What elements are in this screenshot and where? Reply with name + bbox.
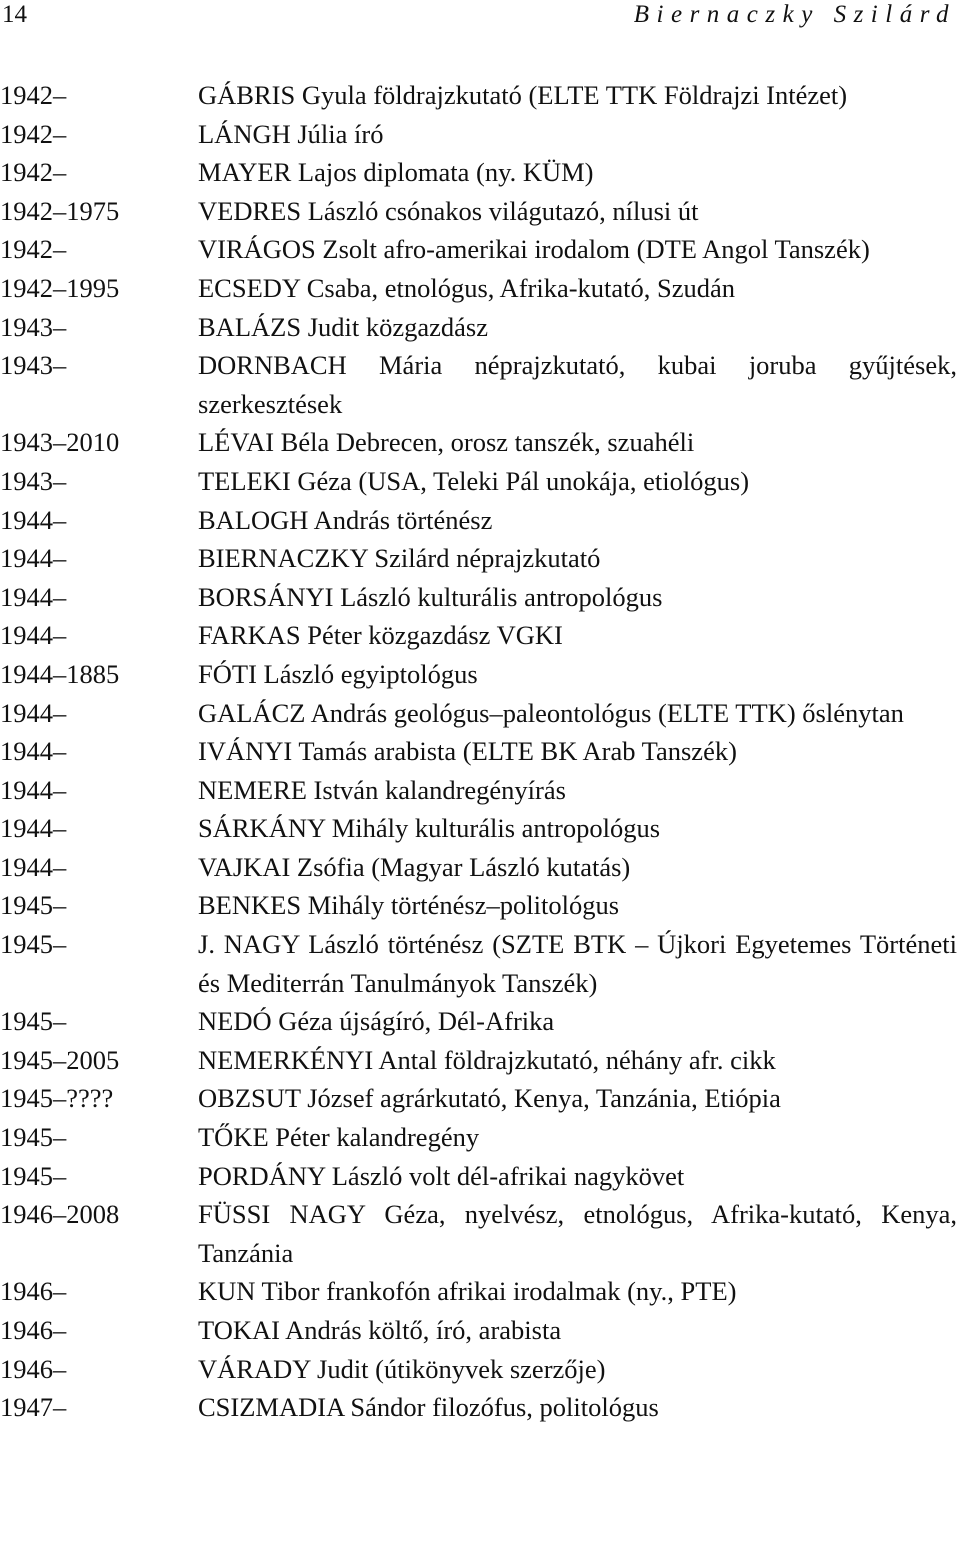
- entry-years: 1942–1975: [0, 195, 120, 226]
- entry-description: VEDRES László csónakos világutazó, nílusi út: [198, 195, 699, 226]
- list-item: [0, 1195, 960, 1272]
- list-item: [0, 269, 960, 308]
- entry-description: TELEKI Géza (USA, Teleki Pál unokája, etiológus): [198, 465, 750, 496]
- entry-years: 1942–: [0, 118, 67, 149]
- entry-description: MAYER Lajos diplomata (ny. KÜM): [198, 157, 594, 188]
- list-item: [0, 501, 960, 540]
- entry-years: 1942–1995: [0, 272, 120, 303]
- entry-years: 1943–: [0, 311, 67, 342]
- entry-years: 1942–: [0, 234, 67, 265]
- entry-years: 1945–2005: [0, 1044, 120, 1075]
- entry-description: PORDÁNY László volt dél-afrikai nagykövet: [198, 1160, 685, 1191]
- entry-description: BALÁZS Judit közgazdász: [198, 311, 488, 342]
- running-title: Biernaczky Szilárd: [633, 1, 956, 28]
- entry-description: BORSÁNYI László kulturális antropológus: [198, 581, 663, 612]
- list-item: [0, 771, 960, 810]
- list-item: [0, 423, 960, 462]
- entry-description: FARKAS Péter közgazdász VGKI: [198, 620, 563, 651]
- list-item: [0, 76, 960, 115]
- entry-years: 1943–: [0, 465, 67, 496]
- entry-years: 1945–: [0, 1122, 67, 1153]
- entry-years: 1944–: [0, 813, 67, 844]
- entry-description: BENKES Mihály történész–politológus: [198, 890, 620, 921]
- entry-years: 1945–: [0, 1006, 67, 1037]
- list-item: [0, 1388, 960, 1427]
- entry-description: ECSEDY Csaba, etnológus, Afrika-kutató, Szudán: [198, 272, 736, 303]
- entry-description: J. NAGY László történész (SZTE BTK – Újkori Egyetemes Történeti és Mediterrán Tanulmányok Tanszék): [198, 929, 957, 998]
- list-item: [0, 346, 960, 423]
- entry-years: 1946–2008: [0, 1199, 120, 1230]
- list-item: [0, 115, 960, 154]
- entry-description: FÜSSI NAGY Géza, nyelvész, etnológus, Afrika-kutató, Kenya, Tanzánia: [198, 1199, 957, 1268]
- list-item: [0, 809, 960, 848]
- entry-description: VIRÁGOS Zsolt afro-amerikai irodalom (DTE Angol Tanszék): [198, 234, 870, 265]
- entry-description: BALOGH András történész: [198, 504, 493, 535]
- entry-description: LÉVAI Béla Debrecen, orosz tanszék, szuahéli: [198, 427, 695, 458]
- entry-years: 1945–: [0, 890, 67, 921]
- page-number: 14: [2, 1, 27, 28]
- entry-description: OBZSUT József agrárkutató, Kenya, Tanzánia, Etiópia: [198, 1083, 781, 1114]
- entry-description: GALÁCZ András geológus–paleontológus (ELTE TTK) őslénytan: [198, 697, 904, 728]
- list-item: [0, 1079, 960, 1118]
- entry-years: 1944–: [0, 697, 67, 728]
- entry-years: 1942–: [0, 157, 67, 188]
- list-item: [0, 539, 960, 578]
- entry-description: IVÁNYI Tamás arabista (ELTE BK Arab Tanszék): [198, 736, 737, 767]
- entry-description: LÁNGH Júlia író: [198, 118, 384, 149]
- entry-description: SÁRKÁNY Mihály kulturális antropológus: [198, 813, 661, 844]
- entry-description: CSIZMADIA Sándor filozófus, politológus: [198, 1392, 659, 1423]
- entry-description: TŐKE Péter kalandregény: [198, 1122, 480, 1153]
- entry-description: BIERNACZKY Szilárd néprajzkutató: [198, 543, 601, 574]
- list-item: [0, 192, 960, 231]
- entry-years: 1944–1885: [0, 658, 120, 689]
- entry-years: 1947–: [0, 1392, 67, 1423]
- entry-description: DORNBACH Mária néprajzkutató, kubai joruba gyűjtések, szerkesztések: [198, 350, 957, 419]
- list-item: [0, 308, 960, 347]
- entry-years: 1944–: [0, 774, 67, 805]
- entry-years: 1945–????: [0, 1083, 114, 1114]
- list-item: [0, 616, 960, 655]
- list-item: [0, 230, 960, 269]
- entry-years: 1944–: [0, 851, 67, 882]
- entry-years: 1943–: [0, 350, 67, 381]
- entry-years: 1942–: [0, 80, 67, 110]
- list-item: [0, 694, 960, 733]
- list-item: [0, 462, 960, 501]
- list-item: [0, 886, 960, 925]
- list-item: [0, 1311, 960, 1350]
- list-item: [0, 925, 960, 1002]
- list-item: [0, 1272, 960, 1311]
- entry-description: NEMERKÉNYI Antal földrajzkutató, néhány afr. cikk: [198, 1044, 776, 1075]
- entry-years: 1945–: [0, 1160, 67, 1191]
- entry-description: NEDÓ Géza újságíró, Dél-Afrika: [198, 1006, 555, 1037]
- entry-years: 1944–: [0, 543, 67, 574]
- list-item: [0, 848, 960, 887]
- entry-years: 1944–: [0, 504, 67, 535]
- list-item: [0, 153, 960, 192]
- entry-years: 1946–: [0, 1276, 67, 1307]
- page-header: [0, 0, 960, 36]
- entry-years: 1946–: [0, 1315, 67, 1345]
- list-item: [0, 578, 960, 617]
- list-item: [0, 655, 960, 694]
- entry-years: 1944–: [0, 620, 67, 651]
- entry-years: 1946–: [0, 1353, 67, 1384]
- entry-description: NEMERE István kalandregényírás: [198, 774, 566, 805]
- list-item: [0, 1002, 960, 1041]
- list-item: [0, 1118, 960, 1157]
- entry-description: FÓTI László egyiptológus: [198, 658, 478, 689]
- entry-description: KUN Tibor frankofón afrikai irodalmak (ny., PTE): [198, 1276, 737, 1307]
- entry-years: 1943–2010: [0, 427, 120, 458]
- entry-description: VAJKAI Zsófia (Magyar László kutatás): [198, 851, 631, 882]
- entry-list: [0, 76, 960, 1427]
- entry-years: 1945–: [0, 929, 67, 960]
- entry-description: GÁBRIS Gyula földrajzkutató (ELTE TTK Földrajzi Intézet): [198, 80, 848, 110]
- list-item: [0, 1041, 960, 1080]
- entry-years: 1944–: [0, 736, 67, 767]
- entry-years: 1944–: [0, 581, 67, 612]
- list-item: [0, 1157, 960, 1196]
- entry-description: TOKAI András költő, író, arabista: [198, 1315, 562, 1345]
- entry-description: VÁRADY Judit (útikönyvek szerzője): [198, 1353, 606, 1384]
- list-item: [0, 732, 960, 771]
- list-item: [0, 1350, 960, 1389]
